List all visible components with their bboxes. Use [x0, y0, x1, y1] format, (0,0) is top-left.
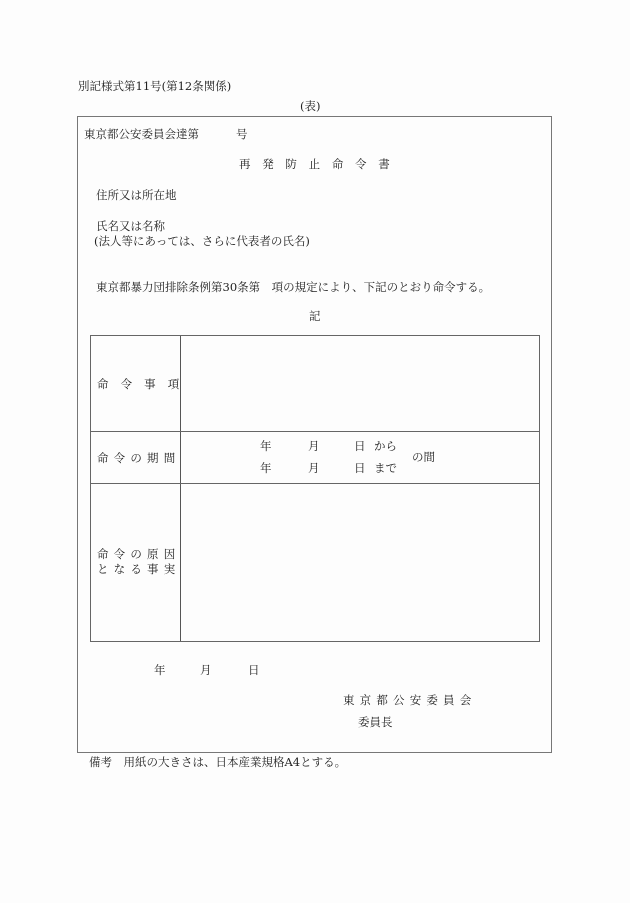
date-year: 年 [154, 663, 166, 677]
period-to-day: 日 [354, 461, 366, 475]
row-label-cause-line1: 命令の原因 [97, 547, 181, 561]
issue-number-prefix: 東京都公安委員会達第 [84, 127, 199, 141]
table-row-divider [91, 483, 539, 484]
row-label-cause-line2: となる事実 [97, 562, 181, 576]
ki-label: 記 [309, 309, 321, 323]
date-month: 月 [200, 663, 212, 677]
order-statement: 東京都暴力団排除条例第30条第 項の規定により、下記のとおり命令する。 [96, 280, 491, 294]
issuer-title: 委員長 [358, 715, 393, 729]
document-title: 再 発 防 止 命 令 書 [239, 157, 394, 171]
remarks-note: 備考 用紙の大きさは、日本産業規格A4とする。 [89, 755, 347, 769]
date-day: 日 [248, 663, 260, 677]
period-trailing: の間 [412, 450, 435, 464]
period-from-month: 月 [308, 439, 320, 453]
address-label: 住所又は所在地 [96, 188, 177, 202]
name-note: (法人等にあっては、さらに代表者の氏名) [94, 234, 310, 248]
row-label-order-matters: 命令事項 [97, 377, 192, 391]
period-to-month: 月 [308, 461, 320, 475]
period-from-day: 日 [354, 439, 366, 453]
issue-number-suffix: 号 [236, 127, 248, 141]
row-label-order-period: 命令の期間 [97, 451, 181, 465]
period-to-suffix: まで [374, 461, 397, 475]
period-from-suffix: から [374, 439, 397, 453]
name-label: 氏名又は名称 [96, 219, 165, 233]
period-from-year: 年 [260, 439, 272, 453]
table-row-divider [91, 431, 539, 432]
period-to-year: 年 [260, 461, 272, 475]
issuer-name: 東京都公安委員会 [343, 693, 477, 707]
form-number: 別記様式第11号(第12条関係) [78, 79, 232, 93]
order-table [90, 335, 540, 642]
side-label: (表) [300, 99, 321, 113]
